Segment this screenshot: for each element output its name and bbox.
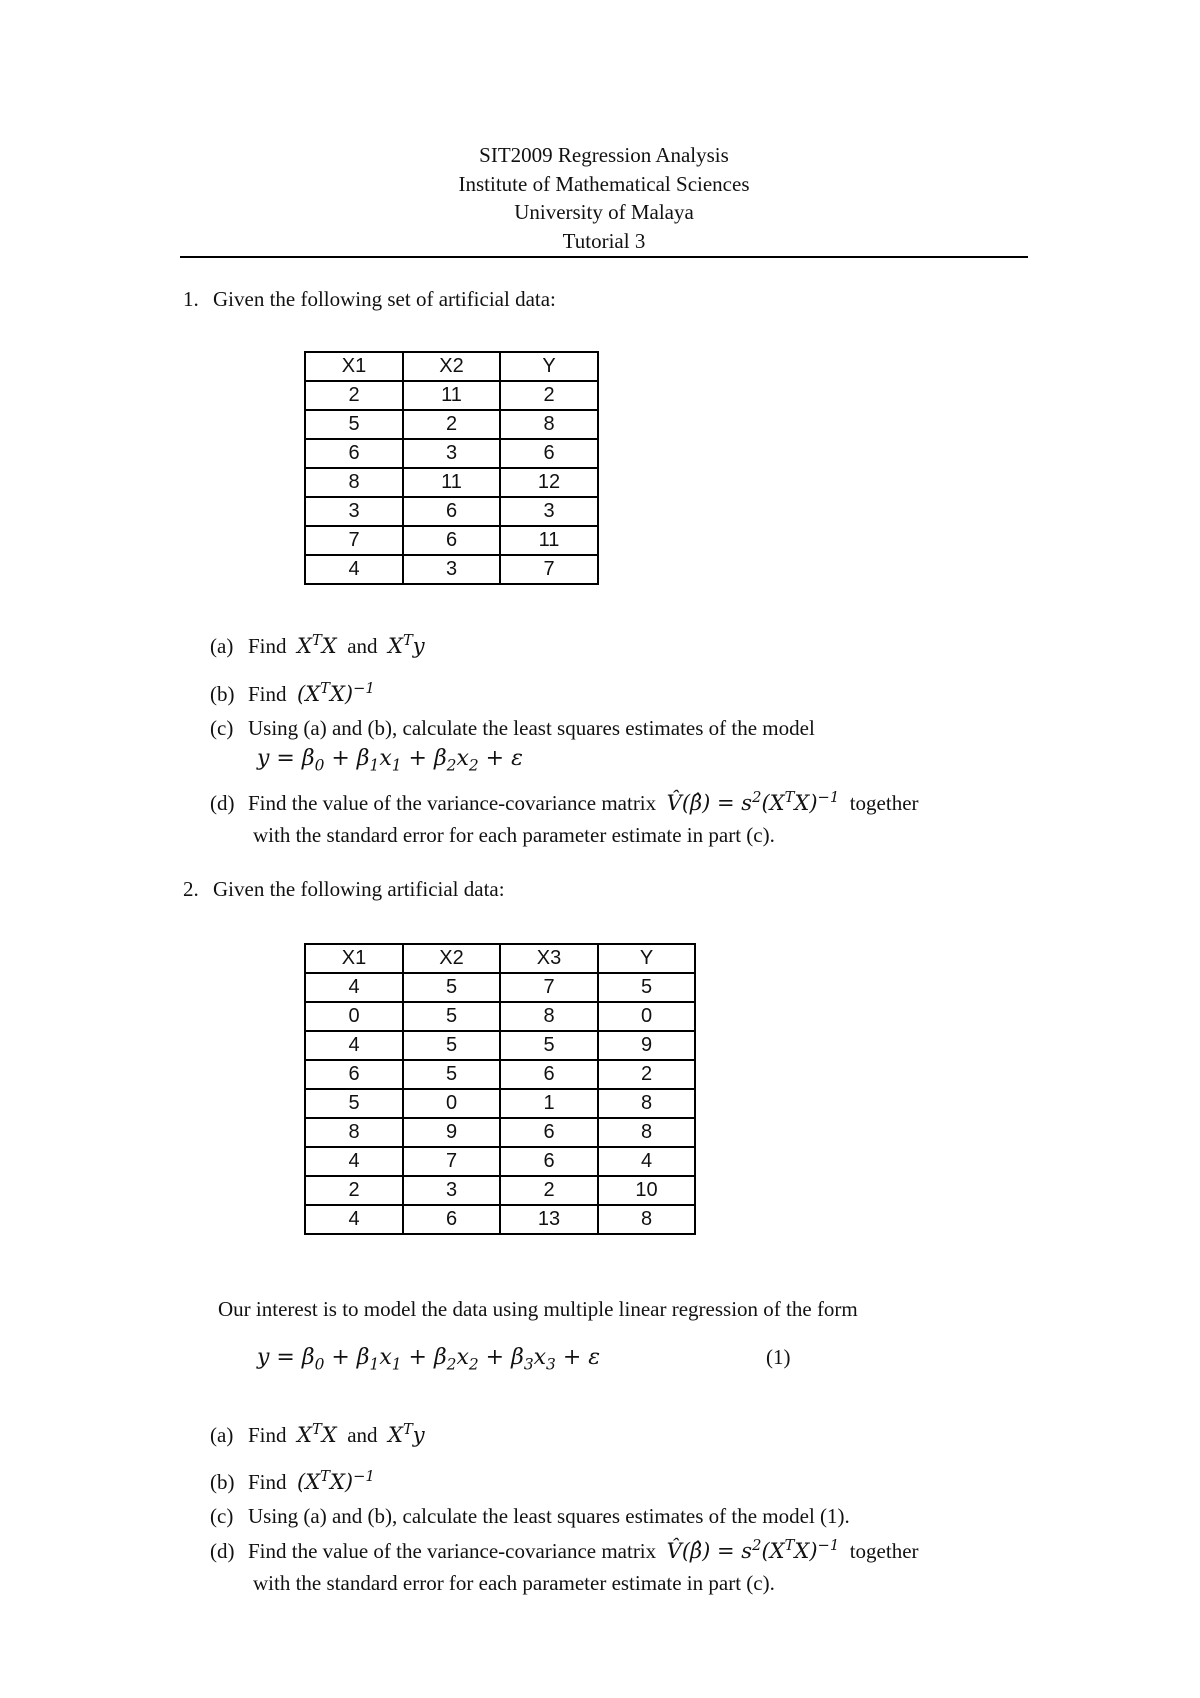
table-cell: 6 [500, 1118, 598, 1147]
table-cell: 7 [500, 973, 598, 1002]
table-cell: 0 [403, 1089, 500, 1118]
table-cell: 5 [403, 1002, 500, 1031]
table-cell: 6 [403, 497, 500, 526]
table-cell: Y [500, 352, 598, 381]
table-cell: 3 [500, 497, 598, 526]
q1-model-equation: $y = \beta_0 + \beta_1x_1 + \beta_2x_2 + \varepsilon$ [257, 746, 523, 775]
table-cell: 11 [500, 526, 598, 555]
table-row [305, 1089, 695, 1118]
table-cell: 2 [403, 410, 500, 439]
table-cell: 3 [305, 497, 403, 526]
table-cell: 2 [598, 1060, 695, 1089]
table-cell: X2 [403, 944, 500, 973]
q2-interest-statement: Our interest is to model the data using multiple linear regression of the form [218, 1297, 858, 1321]
q2-part-c: (c) Using (a) and (b), calculate the least squares estimates of the model (1). [210, 1504, 850, 1528]
table-cell: 2 [305, 381, 403, 410]
table-cell: 4 [305, 1031, 403, 1060]
table-cell: 5 [598, 973, 695, 1002]
q1-part-c: (c) Using (a) and (b), calculate the least squares estimates of the model [210, 716, 815, 740]
table-row [305, 1147, 695, 1176]
table-cell: 5 [403, 1031, 500, 1060]
table-cell: 2 [500, 1176, 598, 1205]
table-row [305, 1002, 695, 1031]
table-header-row [305, 944, 695, 973]
table-row [305, 410, 598, 439]
table-cell: 8 [598, 1118, 695, 1147]
table-cell: 5 [403, 1060, 500, 1089]
question-1-intro: Given the following set of artificial data: [213, 287, 556, 311]
question-2-intro: Given the following artificial data: [213, 877, 505, 901]
table-cell: 8 [500, 410, 598, 439]
q2-part-a: (a) Find $X^TX$ and $X^Ty$ [210, 1421, 425, 1447]
table-cell: 4 [598, 1147, 695, 1176]
table-cell: 6 [403, 1205, 500, 1234]
table-cell: 5 [500, 1031, 598, 1060]
table-row [305, 555, 598, 584]
tutorial-title: Tutorial 3 [562, 228, 646, 253]
table-cell: 5 [305, 410, 403, 439]
table-cell: 3 [403, 1176, 500, 1205]
table-cell: 9 [403, 1118, 500, 1147]
table-row [305, 1060, 695, 1089]
table-row [305, 1176, 695, 1205]
table-cell: X3 [500, 944, 598, 973]
q2-part-d-continuation: with the standard error for each parameter estimate in part (c). [253, 1571, 775, 1595]
table-cell: X1 [305, 944, 403, 973]
table-cell: 4 [305, 973, 403, 1002]
question-2 [183, 877, 505, 902]
table-cell: 5 [403, 973, 500, 1002]
q1-part-a: (a) Find $X^TX$ and $X^Ty$ [210, 632, 425, 658]
table-cell: 7 [403, 1147, 500, 1176]
table-row [305, 1205, 695, 1234]
table-cell: 2 [500, 381, 598, 410]
q1-part-d: (d) Find the value of the variance-covariance matrix V̂(β̂) = $s^2(X^TX)^{-1}$ together [210, 789, 919, 815]
table-cell: 0 [305, 1002, 403, 1031]
question-1-number: 1. [183, 287, 199, 311]
table-cell: 3 [403, 439, 500, 468]
document-header [180, 141, 1028, 255]
table-row [305, 439, 598, 468]
table-cell: 6 [500, 1147, 598, 1176]
table-cell: 13 [500, 1205, 598, 1234]
q1-part-d-continuation: with the standard error for each parameter estimate in part (c). [253, 823, 775, 847]
university-name: University of Malaya [514, 200, 694, 224]
table-row [305, 1031, 695, 1060]
table-cell: 8 [305, 1118, 403, 1147]
question-1 [183, 287, 556, 312]
table-cell: 4 [305, 555, 403, 584]
table-cell: 11 [403, 468, 500, 497]
table-cell: 5 [305, 1089, 403, 1118]
table-cell: 7 [305, 526, 403, 555]
institute-name: Institute of Mathematical Sciences [458, 171, 750, 196]
table-row [305, 468, 598, 497]
table-cell: 4 [305, 1147, 403, 1176]
table-cell: 2 [305, 1176, 403, 1205]
q2-part-b: (b) Find $(X^TX)^{-1}$ [210, 1468, 375, 1494]
table-cell: 1 [500, 1089, 598, 1118]
q1-data-table [304, 351, 599, 585]
table-cell: 6 [403, 526, 500, 555]
table-cell: 12 [500, 468, 598, 497]
table-cell: 11 [403, 381, 500, 410]
table-cell: 6 [500, 439, 598, 468]
table-row [305, 497, 598, 526]
header-rule [180, 256, 1028, 258]
q1-part-b: (b) Find $(X^TX)^{-1}$ [210, 680, 375, 706]
table-cell: 8 [598, 1205, 695, 1234]
table-cell: 0 [598, 1002, 695, 1031]
table-cell: 8 [305, 468, 403, 497]
table-cell: 6 [500, 1060, 598, 1089]
q2-data-table [304, 943, 696, 1235]
table-cell: 10 [598, 1176, 695, 1205]
table-cell: 6 [305, 1060, 403, 1089]
table-cell: 7 [500, 555, 598, 584]
table-cell: X1 [305, 352, 403, 381]
question-2-number: 2. [183, 877, 199, 901]
table-cell: 8 [598, 1089, 695, 1118]
table-row [305, 526, 598, 555]
table-header-row [305, 352, 598, 381]
q2-model-equation: $y = \beta_0 + \beta_1x_1 + \beta_2x_2 + \beta_3x_3 + \varepsilon$ [257, 1345, 601, 1374]
table-cell: Y [598, 944, 695, 973]
q2-equation-number: (1) [766, 1345, 791, 1369]
table-row [305, 1118, 695, 1147]
table-cell: 8 [500, 1002, 598, 1031]
table-cell: 3 [403, 555, 500, 584]
table-cell: 4 [305, 1205, 403, 1234]
table-row [305, 381, 598, 410]
table-cell: 6 [305, 439, 403, 468]
table-cell: 9 [598, 1031, 695, 1060]
table-cell: X2 [403, 352, 500, 381]
q2-part-d: (d) Find the value of the variance-covariance matrix V̂(β̂) = $s^2(X^TX)^{-1}$ together [210, 1537, 919, 1563]
table-row [305, 973, 695, 1002]
course-title: SIT2009 Regression Analysis [479, 143, 729, 167]
